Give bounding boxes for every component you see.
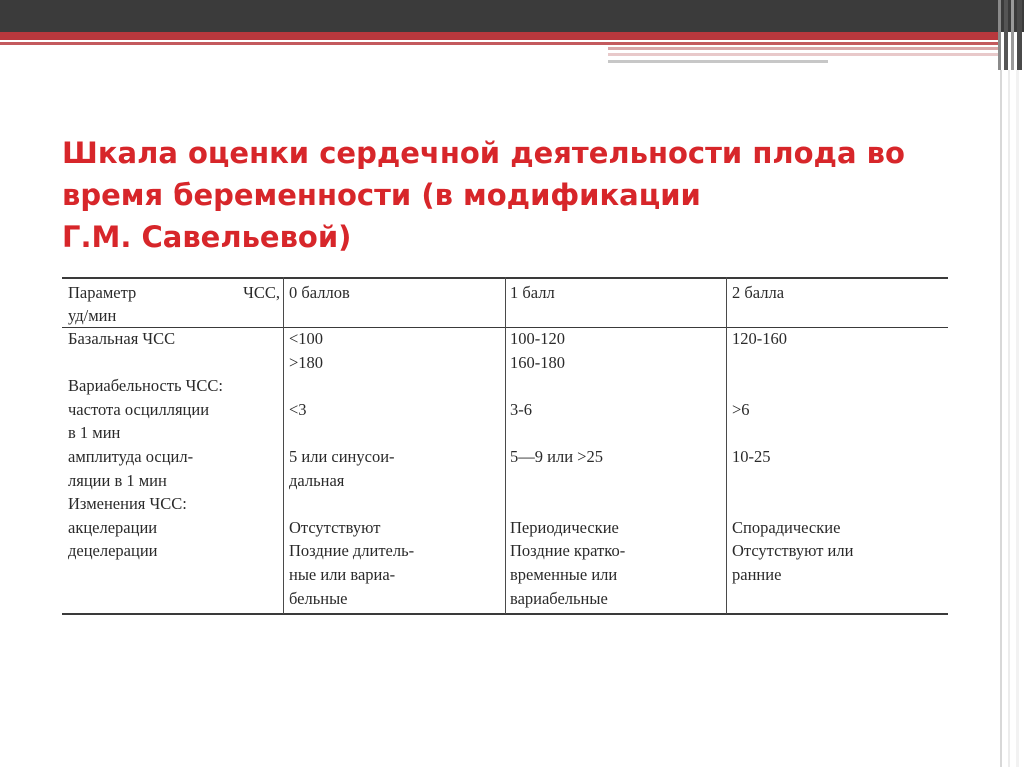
score-1-line: 160-180 [510, 352, 565, 372]
score-0-line [289, 492, 414, 516]
score-2-line: Спорадические [732, 517, 841, 537]
score-1-line: вариабельные [510, 588, 608, 608]
score-0-line: <3 [289, 399, 307, 419]
parameter-line: ляции в 1 мин [68, 470, 167, 490]
score-2-line: ранние [732, 564, 782, 584]
score-2-line [732, 492, 853, 516]
parameter-line: децелерации [68, 541, 158, 561]
corner-bar [1011, 0, 1014, 70]
score-1-line: Периодические [510, 517, 619, 537]
title-line: время беременности (в модификации [62, 178, 701, 212]
header-score-0: 0 баллов [289, 283, 350, 302]
top-dark-band [0, 0, 1024, 32]
score-0-line: 5 или синусои- [289, 446, 395, 466]
score-1-line: 5—9 или >25 [510, 446, 603, 466]
score-2-line [732, 421, 853, 445]
parameter-line [68, 351, 223, 375]
score-1-line: 100-120 [510, 329, 565, 348]
score-0-line: ные или вариа- [289, 564, 396, 584]
header-param-unit-line: уд/мин [68, 306, 117, 325]
parameter-line: частота осцилляции [68, 399, 210, 419]
parameter-column [68, 327, 223, 563]
score-0-line [289, 374, 414, 398]
score-2-line [732, 351, 853, 375]
header-score-1: 1 балл [510, 283, 555, 302]
score-1-line: Поздние кратко- [510, 541, 626, 561]
side-decor-line [1000, 70, 1002, 767]
parameter-line: амплитуда осцил- [68, 446, 194, 466]
side-decor-line [1008, 70, 1010, 767]
corner-bar [1017, 0, 1022, 70]
title-line: Г.М. Савельевой) [62, 220, 352, 254]
score-2-line: >6 [732, 399, 750, 419]
corner-bar [998, 0, 1001, 70]
parameter-line: Базальная ЧСС [68, 329, 176, 348]
score-0-line [289, 421, 414, 445]
parameter-line: Вариабельность ЧСС: [68, 376, 223, 396]
score-0-line: >180 [289, 352, 324, 372]
score-2-line [732, 374, 853, 398]
title-line: Шкала оценки сердечной деятельности плода во [62, 136, 905, 170]
score-2-line: 10-25 [732, 446, 771, 466]
score-0-line: Отсутствуют [289, 517, 381, 537]
top-accent-line [608, 47, 1000, 50]
side-decor-line [1016, 70, 1019, 767]
score-1-line [510, 374, 625, 398]
header-score-2: 2 балла [732, 283, 785, 302]
header-parameter [68, 281, 280, 327]
scoring-table [62, 277, 948, 614]
score-1-line: временные или [510, 564, 618, 584]
score-0-line: бельные [289, 588, 348, 608]
header-param-label: Параметр [68, 283, 137, 302]
score-2-line: 120-160 [732, 329, 787, 348]
table-column-divider [726, 277, 727, 614]
score-1-line: 3-6 [510, 399, 532, 419]
header-param-unit: ЧСС, [243, 283, 280, 302]
score-0-line: <100 [289, 329, 324, 348]
score-2-column [732, 327, 853, 587]
table-column-divider [283, 277, 284, 614]
slide-title [62, 132, 962, 258]
score-2-line: Отсутствуют или [732, 541, 854, 561]
parameter-line: в 1 мин [68, 423, 121, 443]
parameter-line: акцелерации [68, 517, 158, 537]
table-column-divider [505, 277, 506, 614]
score-1-line [510, 492, 625, 516]
top-red-band [0, 32, 1000, 40]
parameter-line: Изменения ЧСС: [68, 494, 187, 514]
score-1-line [510, 421, 625, 445]
corner-bar [1004, 0, 1008, 70]
score-2-line [732, 469, 853, 493]
top-accent-line [608, 60, 828, 63]
top-accent-line [608, 53, 1000, 56]
score-1-column [510, 327, 625, 610]
score-1-line [510, 469, 625, 493]
score-0-column [289, 327, 414, 610]
score-0-line: дальная [289, 470, 345, 490]
score-0-line: Поздние длитель- [289, 541, 415, 561]
top-red-thin-line [0, 42, 1000, 45]
